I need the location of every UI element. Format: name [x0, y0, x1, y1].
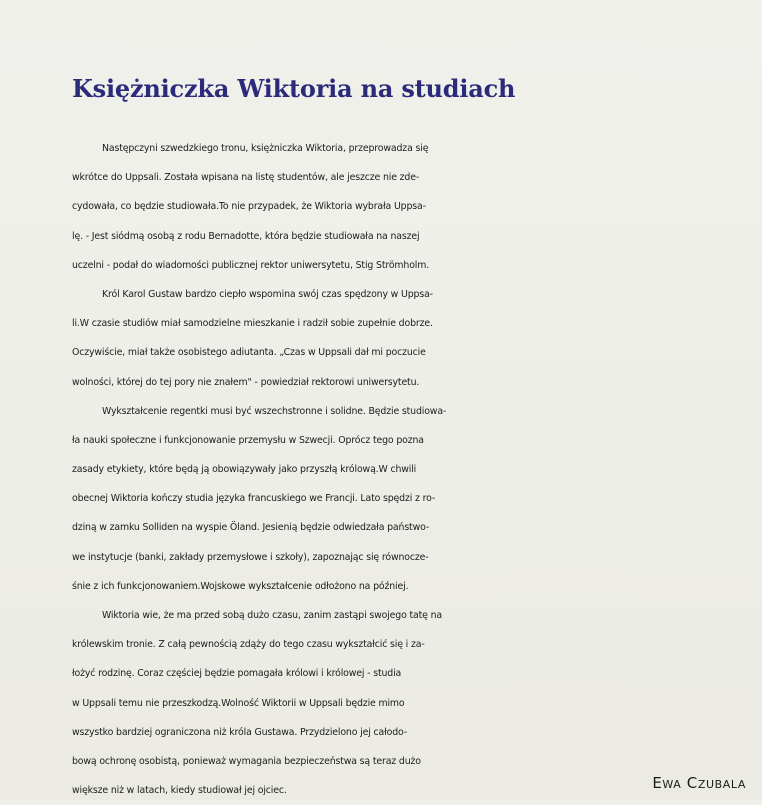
text-line: zasady etykiety, które będą ją obowiązywały jako przyszłą królową.W chwili [72, 464, 417, 476]
text-line: wolności, której do tej pory nie znałem" - powiedział rektorowi uniwersytetu. [72, 376, 420, 388]
text-line: wszystko bardziej ograniczona niż króla Gustawa. Przydzielono jej całodo- [72, 726, 407, 738]
text-line: Wykształcenie regentki musi być wszechstronne i solidne. Będzie studiowa- [102, 405, 447, 417]
text-line: we instytucje (banki, zakłady przemysłowe i szkoły), zapoznając się równocze- [72, 551, 429, 563]
text-line: li.W czasie studiów miał samodzielne mieszkanie i radził sobie zupełnie dobrze. [72, 318, 433, 330]
author-signature: Ewa Czubala [652, 774, 746, 792]
paragraph-1 [72, 134, 762, 280]
text-line: Wiktoria wie, że ma przed sobą dużo czasu, zanim zastąpi swojego tatę na [102, 610, 442, 621]
text-line: wkrótce do Uppsali. Została wpisana na listę studentów, ale jeszcze nie zde- [72, 172, 420, 184]
text-line: lę. - Jest siódmą osobą z rodu Bernadotte, która będzie studiowała na naszej [72, 230, 420, 242]
text-line: dziną w zamku Solliden na wyspie Öland. Jesienią będzie odwiedzała państwo- [72, 522, 430, 534]
article-body [72, 134, 762, 805]
text-line: Król Karol Gustaw bardzo ciepło wspomina swój czas spędzony w Uppsa- [102, 288, 433, 300]
text-line: w Uppsali temu nie przeszkodzą.Wolność Wiktorii w Uppsali będzie mimo [72, 697, 405, 709]
text-line: większe niż w latach, kiedy studiował jej ojciec. [72, 785, 287, 797]
text-line: królewskim tronie. Z całą pewnością zdąży do tego czasu wykształcić się i za- [72, 639, 425, 651]
text-line: bową ochronę osobistą, ponieważ wymagania bezpieczeństwa są teraz dużo [72, 755, 421, 767]
text-line: śnie z ich funkcjonowaniem.Wojskowe wykształcenie odłożono na później. [72, 580, 409, 592]
text-line: cydowała, co będzie studiowała.To nie przypadek, że Wiktoria wybrała Uppsa- [72, 201, 426, 213]
text-line: uczelni - podał do wiadomości publicznej rektor uniwersytetu, Stig Strömholm. [72, 259, 430, 271]
text-line: łożyć rodzinę. Coraz częściej będzie pomagała królowi i królowej - studia [72, 668, 402, 680]
article-title: Księżniczka Wiktoria na studiach [72, 74, 516, 103]
text-line: obecnej Wiktoria kończy studia języka francuskiego we Francji. Lato spędzi z ro- [72, 493, 436, 505]
text-line: ła nauki społeczne i funkcjonowanie przemysłu w Szwecji. Oprócz tego pozna [72, 434, 424, 446]
paragraph-3 [72, 397, 762, 601]
paragraph-2 [72, 280, 762, 397]
text-line: Oczywiście, miał także osobistego adiutanta. „Czas w Uppsali dał mi poczucie [72, 347, 426, 359]
text-line: Następczyni szwedzkiego tronu, księżniczka Wiktoria, przeprowadza się [102, 143, 429, 154]
